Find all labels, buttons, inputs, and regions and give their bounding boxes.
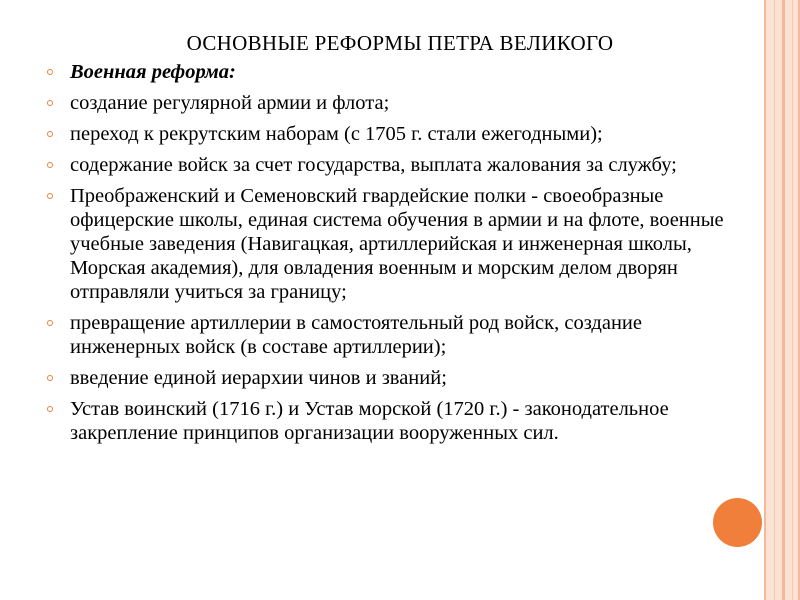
decorative-stripe-line bbox=[782, 0, 785, 600]
bullet-icon bbox=[47, 162, 53, 168]
list-item bbox=[47, 366, 747, 390]
decorative-stripe-line bbox=[764, 0, 766, 600]
bullet-list bbox=[47, 60, 747, 452]
decorative-stripe-line bbox=[774, 0, 775, 600]
bullet-icon bbox=[47, 193, 53, 199]
bullet-text: Преображенский и Семеновский гвардейские полки - своеобразные офицерские школы, единая система обучения в армии и на флоте, военные учебные заведения (Навигацкая, артиллерийская и инженерная школы, Морская академия), для овладения военным и морским делом дворян отправляли учиться за границу; bbox=[70, 185, 724, 303]
bullet-icon bbox=[47, 375, 53, 381]
bullet-text: Военная реформа: bbox=[70, 61, 236, 83]
list-item bbox=[47, 311, 747, 359]
bullet-text: Устав воинский (1716 г.) и Устав морской (1720 г.) - законодательное закрепление принципов организации вооруженных сил. bbox=[70, 398, 669, 444]
bullet-icon bbox=[47, 69, 53, 75]
bullet-text: содержание войск за счет государства, выплата жалования за службу; bbox=[70, 154, 677, 176]
bullet-text: введение единой иерархии чинов и званий; bbox=[70, 367, 447, 389]
decorative-stripe-line bbox=[792, 0, 793, 600]
list-item bbox=[47, 60, 747, 84]
list-item bbox=[47, 184, 747, 304]
accent-circle bbox=[713, 498, 762, 547]
bullet-icon bbox=[47, 131, 53, 137]
bullet-text: переход к рекрутским наборам (с 1705 г. стали ежегодными); bbox=[70, 123, 603, 145]
list-item bbox=[47, 397, 747, 445]
bullet-text: превращение артиллерии в самостоятельный род войск, создание инженерных войск (в составе артиллерии); bbox=[70, 312, 642, 358]
bullet-text: создание регулярной армии и флота; bbox=[70, 92, 390, 114]
bullet-icon bbox=[47, 100, 53, 106]
slide-title: ОСНОВНЫЕ РЕФОРМЫ ПЕТРА ВЕЛИКОГО bbox=[186, 31, 614, 55]
list-item bbox=[47, 91, 747, 115]
bullet-icon bbox=[47, 320, 53, 326]
list-item bbox=[47, 153, 747, 177]
bullet-icon bbox=[47, 406, 53, 412]
list-item bbox=[47, 122, 747, 146]
